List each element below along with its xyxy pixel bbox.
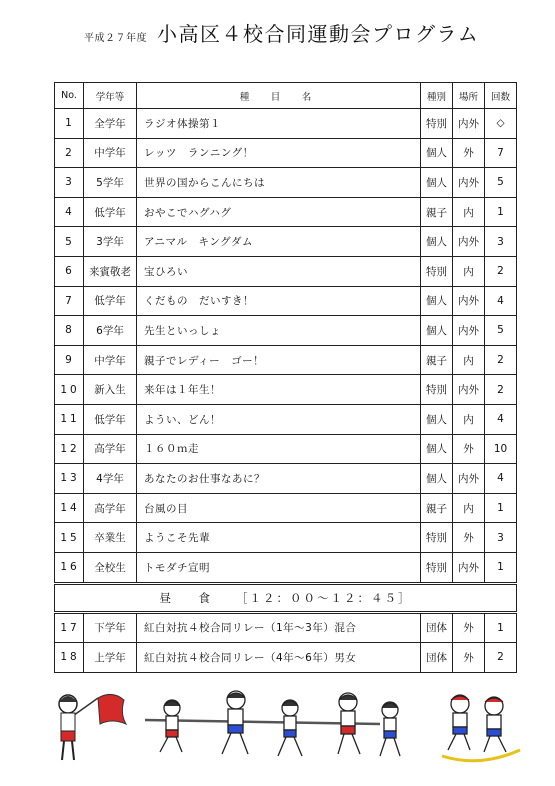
row-count: ◇: [485, 109, 517, 139]
row-type: 団体: [421, 612, 453, 643]
row-no: 5: [55, 227, 84, 257]
row-place: 外: [453, 523, 485, 553]
row-place: 内: [453, 345, 485, 375]
title-year: 平成２７年度: [84, 33, 147, 44]
row-place: 内外: [453, 464, 485, 494]
header-event: 種 目 名: [137, 83, 421, 109]
table-row: [55, 643, 517, 673]
row-type: 個人: [421, 434, 453, 464]
row-place: 外: [453, 434, 485, 464]
row-grade: 中学年: [84, 345, 137, 375]
row-grade: 3学年: [84, 227, 137, 257]
row-no: 15: [55, 523, 84, 553]
row-no: 12: [55, 434, 84, 464]
row-place: 内外: [453, 109, 485, 139]
row-count: 4: [485, 404, 517, 434]
table-row: [55, 286, 517, 316]
row-type: 個人: [421, 464, 453, 494]
row-no: 6: [55, 256, 84, 286]
table-row: [55, 464, 517, 494]
row-no: 13: [55, 464, 84, 494]
row-type: 親子: [421, 493, 453, 523]
table-row: [55, 404, 517, 434]
row-grade: 上学年: [84, 643, 137, 673]
row-type: 特別: [421, 552, 453, 583]
row-type: 特別: [421, 375, 453, 405]
table-row: [55, 552, 517, 583]
table-row: [55, 197, 517, 227]
row-no: 17: [55, 612, 84, 643]
row-place: 内外: [453, 552, 485, 583]
row-grade: 新入生: [84, 375, 137, 405]
row-grade: 低学年: [84, 286, 137, 316]
row-type: 個人: [421, 138, 453, 168]
row-event: 来年は１年生！: [137, 375, 421, 405]
header-type: 種別: [421, 83, 453, 109]
row-place: 内: [453, 197, 485, 227]
row-event: 紅白対抗４校合同リレー（1年～3年）混合: [137, 612, 421, 643]
row-count: 2: [485, 256, 517, 286]
table-row: [55, 256, 517, 286]
row-place: 外: [453, 612, 485, 643]
row-type: 個人: [421, 227, 453, 257]
row-no: 1: [55, 109, 84, 139]
row-no: 9: [55, 345, 84, 375]
row-place: 外: [453, 643, 485, 673]
row-event: おやこでハグハグ: [137, 197, 421, 227]
row-grade: 低学年: [84, 404, 137, 434]
row-grade: 高学年: [84, 493, 137, 523]
row-grade: 卒業生: [84, 523, 137, 553]
row-type: 個人: [421, 286, 453, 316]
row-no: 2: [55, 138, 84, 168]
table-row: [55, 109, 517, 139]
row-grade: 4学年: [84, 464, 137, 494]
table-header-row: [55, 83, 517, 109]
row-event: 台風の目: [137, 493, 421, 523]
row-type: 個人: [421, 316, 453, 346]
row-event: あなたのお仕事なあに？: [137, 464, 421, 494]
table-row: [55, 345, 517, 375]
table-row: [55, 316, 517, 346]
row-type: 特別: [421, 256, 453, 286]
row-grade: 低学年: [84, 197, 137, 227]
row-no: 7: [55, 286, 84, 316]
program-table: [54, 82, 517, 673]
row-count: 3: [485, 523, 517, 553]
row-no: 10: [55, 375, 84, 405]
row-type: 個人: [421, 404, 453, 434]
row-count: 2: [485, 345, 517, 375]
lunch-row: [55, 583, 517, 612]
row-grade: 6学年: [84, 316, 137, 346]
row-place: 内外: [453, 286, 485, 316]
row-count: 4: [485, 286, 517, 316]
row-event: 世界の国からこんにちは: [137, 168, 421, 198]
table-row: [55, 434, 517, 464]
row-grade: 来賓敬老: [84, 256, 137, 286]
header-grade: 学年等: [84, 83, 137, 109]
row-count: 1: [485, 552, 517, 583]
row-event: 親子でレディー ゴー！: [137, 345, 421, 375]
lunch-time: ［１２：００～１２：４５］: [236, 590, 412, 605]
row-grade: 5学年: [84, 168, 137, 198]
table-row: [55, 493, 517, 523]
row-grade: 高学年: [84, 434, 137, 464]
row-event: 紅白対抗４校合同リレー（4年～6年）男女: [137, 643, 421, 673]
row-place: 内: [453, 493, 485, 523]
row-count: 10: [485, 434, 517, 464]
row-count: 5: [485, 316, 517, 346]
row-type: 特別: [421, 523, 453, 553]
row-place: 内外: [453, 168, 485, 198]
row-count: 3: [485, 227, 517, 257]
table-row: [55, 375, 517, 405]
row-count: 1: [485, 197, 517, 227]
row-event: 先生といっしょ: [137, 316, 421, 346]
row-no: 16: [55, 552, 84, 583]
row-no: 4: [55, 197, 84, 227]
row-event: 宝ひろい: [137, 256, 421, 286]
table-row: [55, 168, 517, 198]
header-no: No.: [55, 83, 84, 109]
row-type: 特別: [421, 109, 453, 139]
title-main: 小高区４校合同運動会プログラム: [157, 22, 480, 46]
row-event: アニマル キングダム: [137, 227, 421, 257]
row-place: 内外: [453, 227, 485, 257]
row-event: レッツ ランニング！: [137, 138, 421, 168]
row-no: 8: [55, 316, 84, 346]
row-no: 11: [55, 404, 84, 434]
header-place: 場所: [453, 83, 485, 109]
row-type: 個人: [421, 168, 453, 198]
row-count: 1: [485, 493, 517, 523]
row-grade: 下学年: [84, 612, 137, 643]
row-event: １６０ｍ走: [137, 434, 421, 464]
row-grade: 中学年: [84, 138, 137, 168]
row-count: 5: [485, 168, 517, 198]
row-count: 2: [485, 643, 517, 673]
running-kids-icon: [442, 695, 520, 761]
row-event: ようこそ先輩: [137, 523, 421, 553]
row-no: 18: [55, 643, 84, 673]
row-count: 7: [485, 138, 517, 168]
row-place: 内外: [453, 375, 485, 405]
row-grade: 全学年: [84, 109, 137, 139]
table-row: [55, 612, 517, 643]
row-type: 親子: [421, 345, 453, 375]
row-event: くだもの だいすき！: [137, 286, 421, 316]
illustration-tug-of-war: [50, 680, 530, 770]
table-row: [55, 523, 517, 553]
header-count: 回数: [485, 83, 517, 109]
flag-girl-icon: [59, 694, 126, 760]
row-type: 団体: [421, 643, 453, 673]
row-count: 4: [485, 464, 517, 494]
row-event: ようい、どん！: [137, 404, 421, 434]
row-place: 外: [453, 138, 485, 168]
row-event: トモダチ宣明: [137, 552, 421, 583]
row-place: 内: [453, 404, 485, 434]
lunch-label: 昼 食: [159, 590, 218, 605]
row-count: 2: [485, 375, 517, 405]
row-event: ラジオ体操第１: [137, 109, 421, 139]
row-no: 14: [55, 493, 84, 523]
table-row: [55, 138, 517, 168]
row-place: 内: [453, 256, 485, 286]
row-type: 親子: [421, 197, 453, 227]
row-grade: 全校生: [84, 552, 137, 583]
table-row: [55, 227, 517, 257]
row-no: 3: [55, 168, 84, 198]
row-count: 1: [485, 612, 517, 643]
row-place: 内外: [453, 316, 485, 346]
